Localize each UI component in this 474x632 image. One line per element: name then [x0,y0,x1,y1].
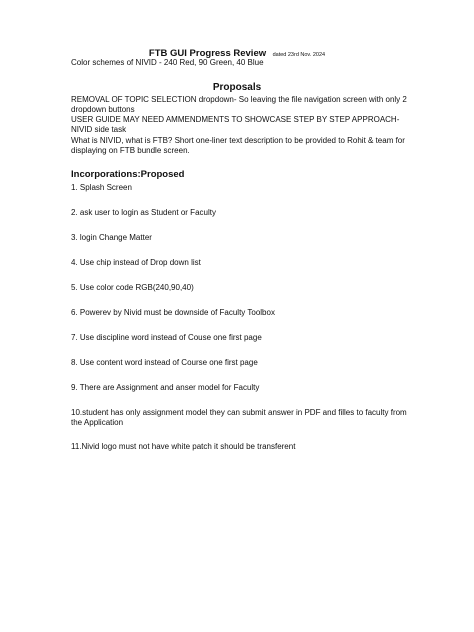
incorporations-heading: Incorporations:Proposed [71,169,185,180]
proposal-item: REMOVAL OF TOPIC SELECTION dropdown- So leaving the file navigation screen with only 2 dropdown buttons [71,95,407,114]
incorporation-item: 3. login Change Matter [71,233,152,242]
incorporation-item: 8. Use content word instead of Course one first page [71,358,258,367]
proposal-item: What is NIVID, what is FTB? Short one-liner text description to be provided to Rohit & team for displaying on FTB bundle screen. [71,136,405,155]
incorporation-item: 9. There are Assignment and anser model for Faculty [71,383,260,392]
document-title: FTB GUI Progress Review [148,48,267,59]
incorporation-item: 4. Use chip instead of Drop down list [71,258,201,267]
incorporation-item: 7. Use discipline word instead of Couse one first page [71,333,262,342]
proposal-item: USER GUIDE MAY NEED AMMENDMENTS TO SHOWCASE STEP BY STEP APPROACH- NIVID side task [71,115,400,134]
incorporation-item: 10.student has only assignment model they can submit answer in PDF and filles to faculty from the Application [71,408,407,427]
proposals-heading: Proposals [212,82,262,93]
incorporation-item: 2. ask user to login as Student or Faculty [71,208,216,217]
color-scheme-line: Color schemes of NIVID - 240 Red, 90 Green, 40 Blue [71,58,264,67]
incorporation-item: 5. Use color code RGB(240,90,40) [71,283,194,292]
incorporation-item: 6. Powerev by Nivid must be downside of Faculty Toolbox [71,308,275,317]
document-date: dated 23rd Nov. 2024 [272,52,326,58]
incorporation-item: 1. Splash Screen [71,183,132,192]
incorporation-item: 11.Nivid logo must not have white patch it should be transferent [71,442,296,451]
